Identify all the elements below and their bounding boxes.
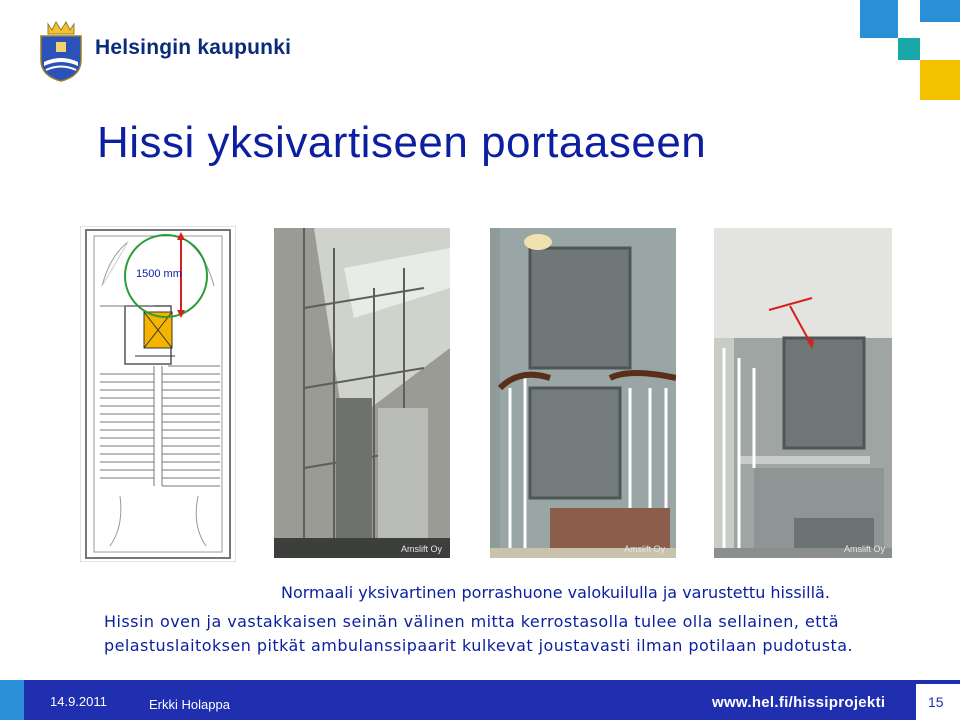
decor-square-teal — [898, 38, 920, 60]
photo-elevator-door — [490, 228, 676, 558]
photo-credit: Amslift Oy — [844, 544, 886, 554]
photo-credit: Amslift Oy — [624, 544, 666, 554]
organization-name: Helsingin kaupunki — [95, 36, 292, 59]
photo-stairwell-light-shaft — [274, 228, 450, 558]
decor-square-yellow — [920, 60, 960, 100]
plan-dimension-label: 1500 mm — [136, 268, 182, 280]
page-number: 15 — [928, 694, 944, 710]
slide-title: Hissi yksivartiseen portaaseen — [97, 118, 707, 167]
photo-caption: Normaali yksivartinen porrashuone valokuilulla ja varustettu hissillä. — [281, 583, 830, 602]
footer-author: Erkki Holappa — [149, 697, 230, 712]
page-number-box — [916, 684, 960, 720]
decor-square-blue-1 — [860, 0, 898, 38]
photo-credit: Amslift Oy — [401, 544, 443, 554]
footer-accent-light — [0, 680, 24, 720]
footer-date: 14.9.2011 — [50, 694, 107, 709]
decor-square-blue-2 — [920, 0, 960, 22]
footer-url-link[interactable]: www.hel.fi/hissiprojekti — [712, 694, 886, 711]
city-crest-logo — [36, 16, 86, 82]
photo-elevator-landing — [714, 228, 892, 558]
stairwell-floor-plan — [80, 226, 236, 562]
slide-body-text: Hissin oven ja vastakkaisen seinän välinen mitta kerrostasolla tulee olla sellainen, että pelastuslaitoksen pitkät ambulanssipaarit kulkevat joustavasti ilman potilaan pudotusta. — [104, 612, 854, 655]
